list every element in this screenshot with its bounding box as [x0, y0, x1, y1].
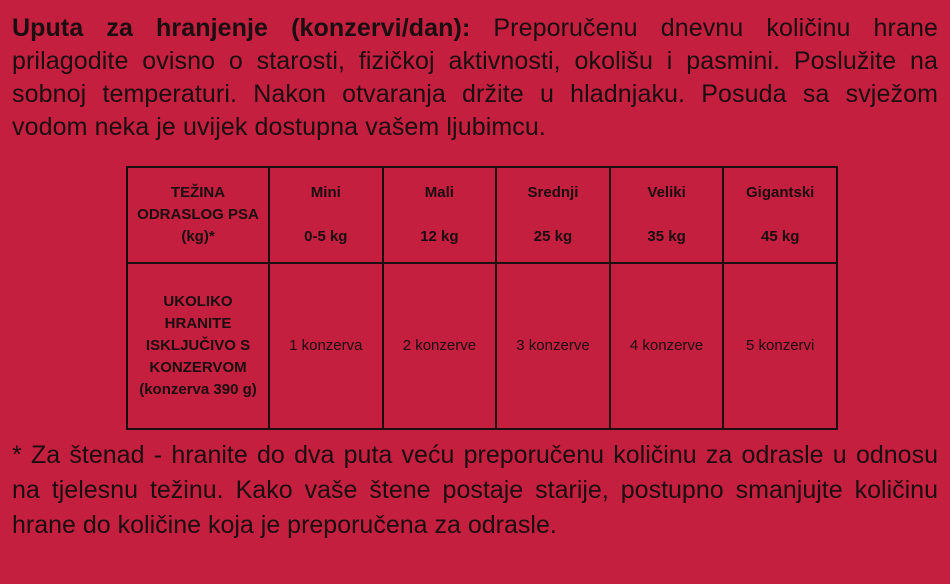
category-name: Mini	[310, 184, 341, 201]
feeding-table	[126, 166, 838, 430]
cans-only-header: UKOLIKO HRANITE ISKLJUČIVO S KONZERVOM (konzerva 390 g)	[127, 263, 269, 429]
cans-srednji: 3 konzerve	[496, 263, 610, 429]
category-mini	[269, 167, 383, 263]
category-range: 0-5 kg	[304, 228, 348, 245]
category-name: Srednji	[527, 184, 579, 201]
intro-heading: Uputa za hranjenje (konzervi/dan):	[12, 14, 471, 42]
category-veliki	[610, 167, 724, 263]
cans-mini: 1 konzerva	[269, 263, 383, 429]
cans-mali: 2 konzerve	[383, 263, 497, 429]
puppy-footnote: * Za štenad - hranite do dva puta veću preporučenu količinu za odrasle u odnosu na tjelesnu težinu. Kako vaše štene postaje starije, postupno smanjujte količinu hrane do količine koja je preporučena za odrasle.	[12, 441, 938, 539]
feeding-guide	[12, 12, 938, 543]
weight-header: TEŽINA ODRASLOG PSA (kg)*	[127, 167, 269, 263]
category-mali	[383, 167, 497, 263]
category-range: 45 kg	[761, 228, 800, 245]
category-range: 12 kg	[420, 228, 459, 245]
table-header-row	[127, 167, 837, 263]
category-range: 35 kg	[647, 228, 686, 245]
category-srednji	[496, 167, 610, 263]
cans-gigantski: 5 konzervi	[723, 263, 837, 429]
category-name: Veliki	[647, 184, 686, 201]
table-row	[127, 263, 837, 429]
cans-veliki: 4 konzerve	[610, 263, 724, 429]
category-range: 25 kg	[533, 228, 573, 245]
feeding-table-wrapper	[126, 166, 838, 430]
intro-text: Preporučenu dnevnu količinu hrane prilagodite ovisno o starosti, fizičkoj aktivnosti, okolišu i pasmini. Poslužite na sobnoj temperaturi. Nakon otvaranja držite u hladnjaku. Posuda sa svježom vodom neka je uvijek dostupna vašem ljubimcu.	[12, 14, 938, 141]
category-gigantski	[723, 167, 837, 263]
category-name: Mali	[424, 184, 454, 201]
intro-paragraph	[12, 12, 938, 144]
category-name: Gigantski	[746, 184, 815, 201]
